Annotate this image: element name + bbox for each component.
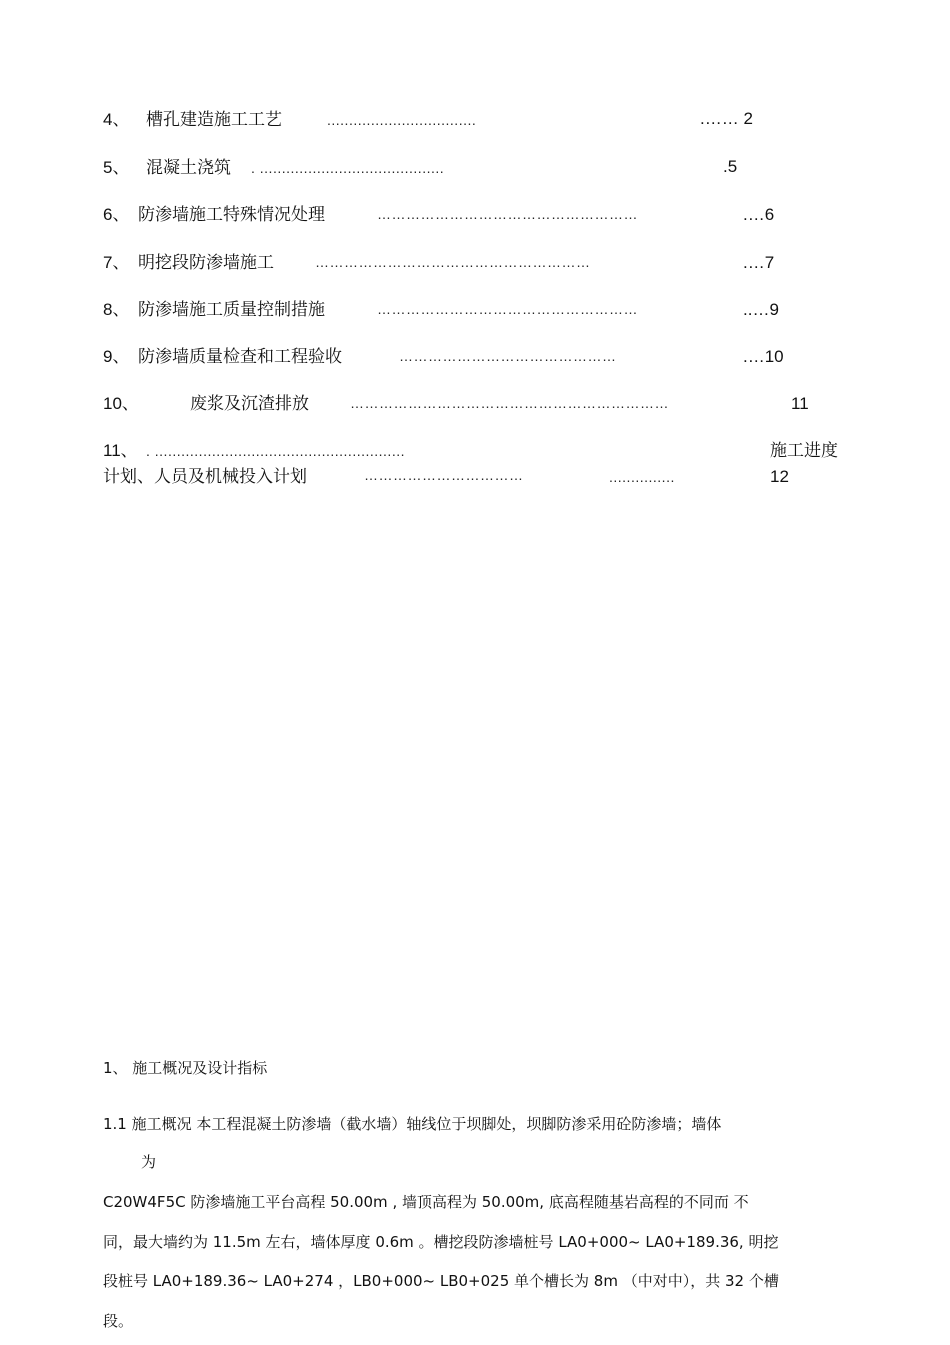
toc-number: 4、 (103, 110, 130, 129)
toc-title: 混凝土浇筑 (146, 158, 231, 178)
toc-number: 9、 (103, 347, 130, 366)
paragraph-line: 段。 (103, 1312, 134, 1330)
toc-leader: .................................. (327, 112, 477, 128)
section-heading: 1、 施工概况及设计指标 (103, 1059, 268, 1077)
toc-page: 11 (791, 394, 809, 413)
toc-leader: ………………………………………………………… (350, 395, 669, 411)
toc-page: 12 (770, 467, 789, 486)
toc-title: 防渗墙施工质量控制措施 (138, 300, 325, 320)
toc-leader: ……………………………………………… (377, 206, 638, 222)
toc-number: 8、 (103, 300, 130, 319)
toc-title: 明挖段防渗墙施工 (138, 253, 274, 273)
toc-leader: …………………………… (364, 467, 524, 483)
toc-page: .…10 (743, 347, 784, 366)
toc-page: .…7 (743, 253, 775, 272)
toc-leader: . .......................................... (251, 160, 445, 176)
toc-leader: . ......................................................... (146, 443, 405, 459)
toc-title: 废浆及沉渣排放 (190, 394, 309, 414)
toc-title: 防渗墙质量检查和工程验收 (138, 347, 342, 367)
toc-number: 5、 (103, 158, 130, 177)
toc-number: 6、 (103, 205, 130, 224)
toc-title: 施工进度 (770, 441, 838, 461)
toc-leader: ............... (609, 469, 675, 485)
toc-number: 7、 (103, 253, 130, 272)
toc-title: 防渗墙施工特殊情况处理 (138, 205, 325, 225)
toc-number: 11、 (103, 441, 138, 460)
toc-title: 槽孔建造施工工艺 (146, 110, 282, 130)
toc-page: ..…9 (743, 300, 779, 319)
toc-title-continued: 计划、人员及机械投入计划 (103, 467, 307, 487)
toc-leader: ……………………………………………… (377, 301, 638, 317)
toc-page: .…6 (743, 205, 775, 224)
toc-number: 10、 (103, 394, 139, 413)
paragraph-line: 同，最大墙约为 11.5m 左右，墙体厚度 0.6m 。槽挖段防渗墙桩号 LA0+000~ LA0+189.36, 明挖 (103, 1233, 779, 1251)
paragraph-line: 1.1 施工概况 本工程混凝土防渗墙（截水墙）轴线位于坝脚处，坝脚防渗采用砼防渗墙；墙体 (103, 1115, 722, 1133)
toc-leader: ……………………………………… (399, 348, 617, 364)
toc-page: .5 (723, 157, 738, 176)
paragraph-line: 为 (141, 1153, 157, 1171)
toc-page: .…… 2 (700, 109, 753, 128)
paragraph-line: C20W4F5C 防渗墙施工平台高程 50.00m , 墙顶高程为 50.00m, 底高程随基岩高程的不同而 不 (103, 1193, 749, 1211)
toc-leader: ………………………………………………… (315, 254, 591, 270)
paragraph-line: 段桩号 LA0+189.36~ LA0+274 ，LB0+000~ LB0+025 单个槽长为 8m （中对中），共 32 个槽 (103, 1272, 779, 1290)
